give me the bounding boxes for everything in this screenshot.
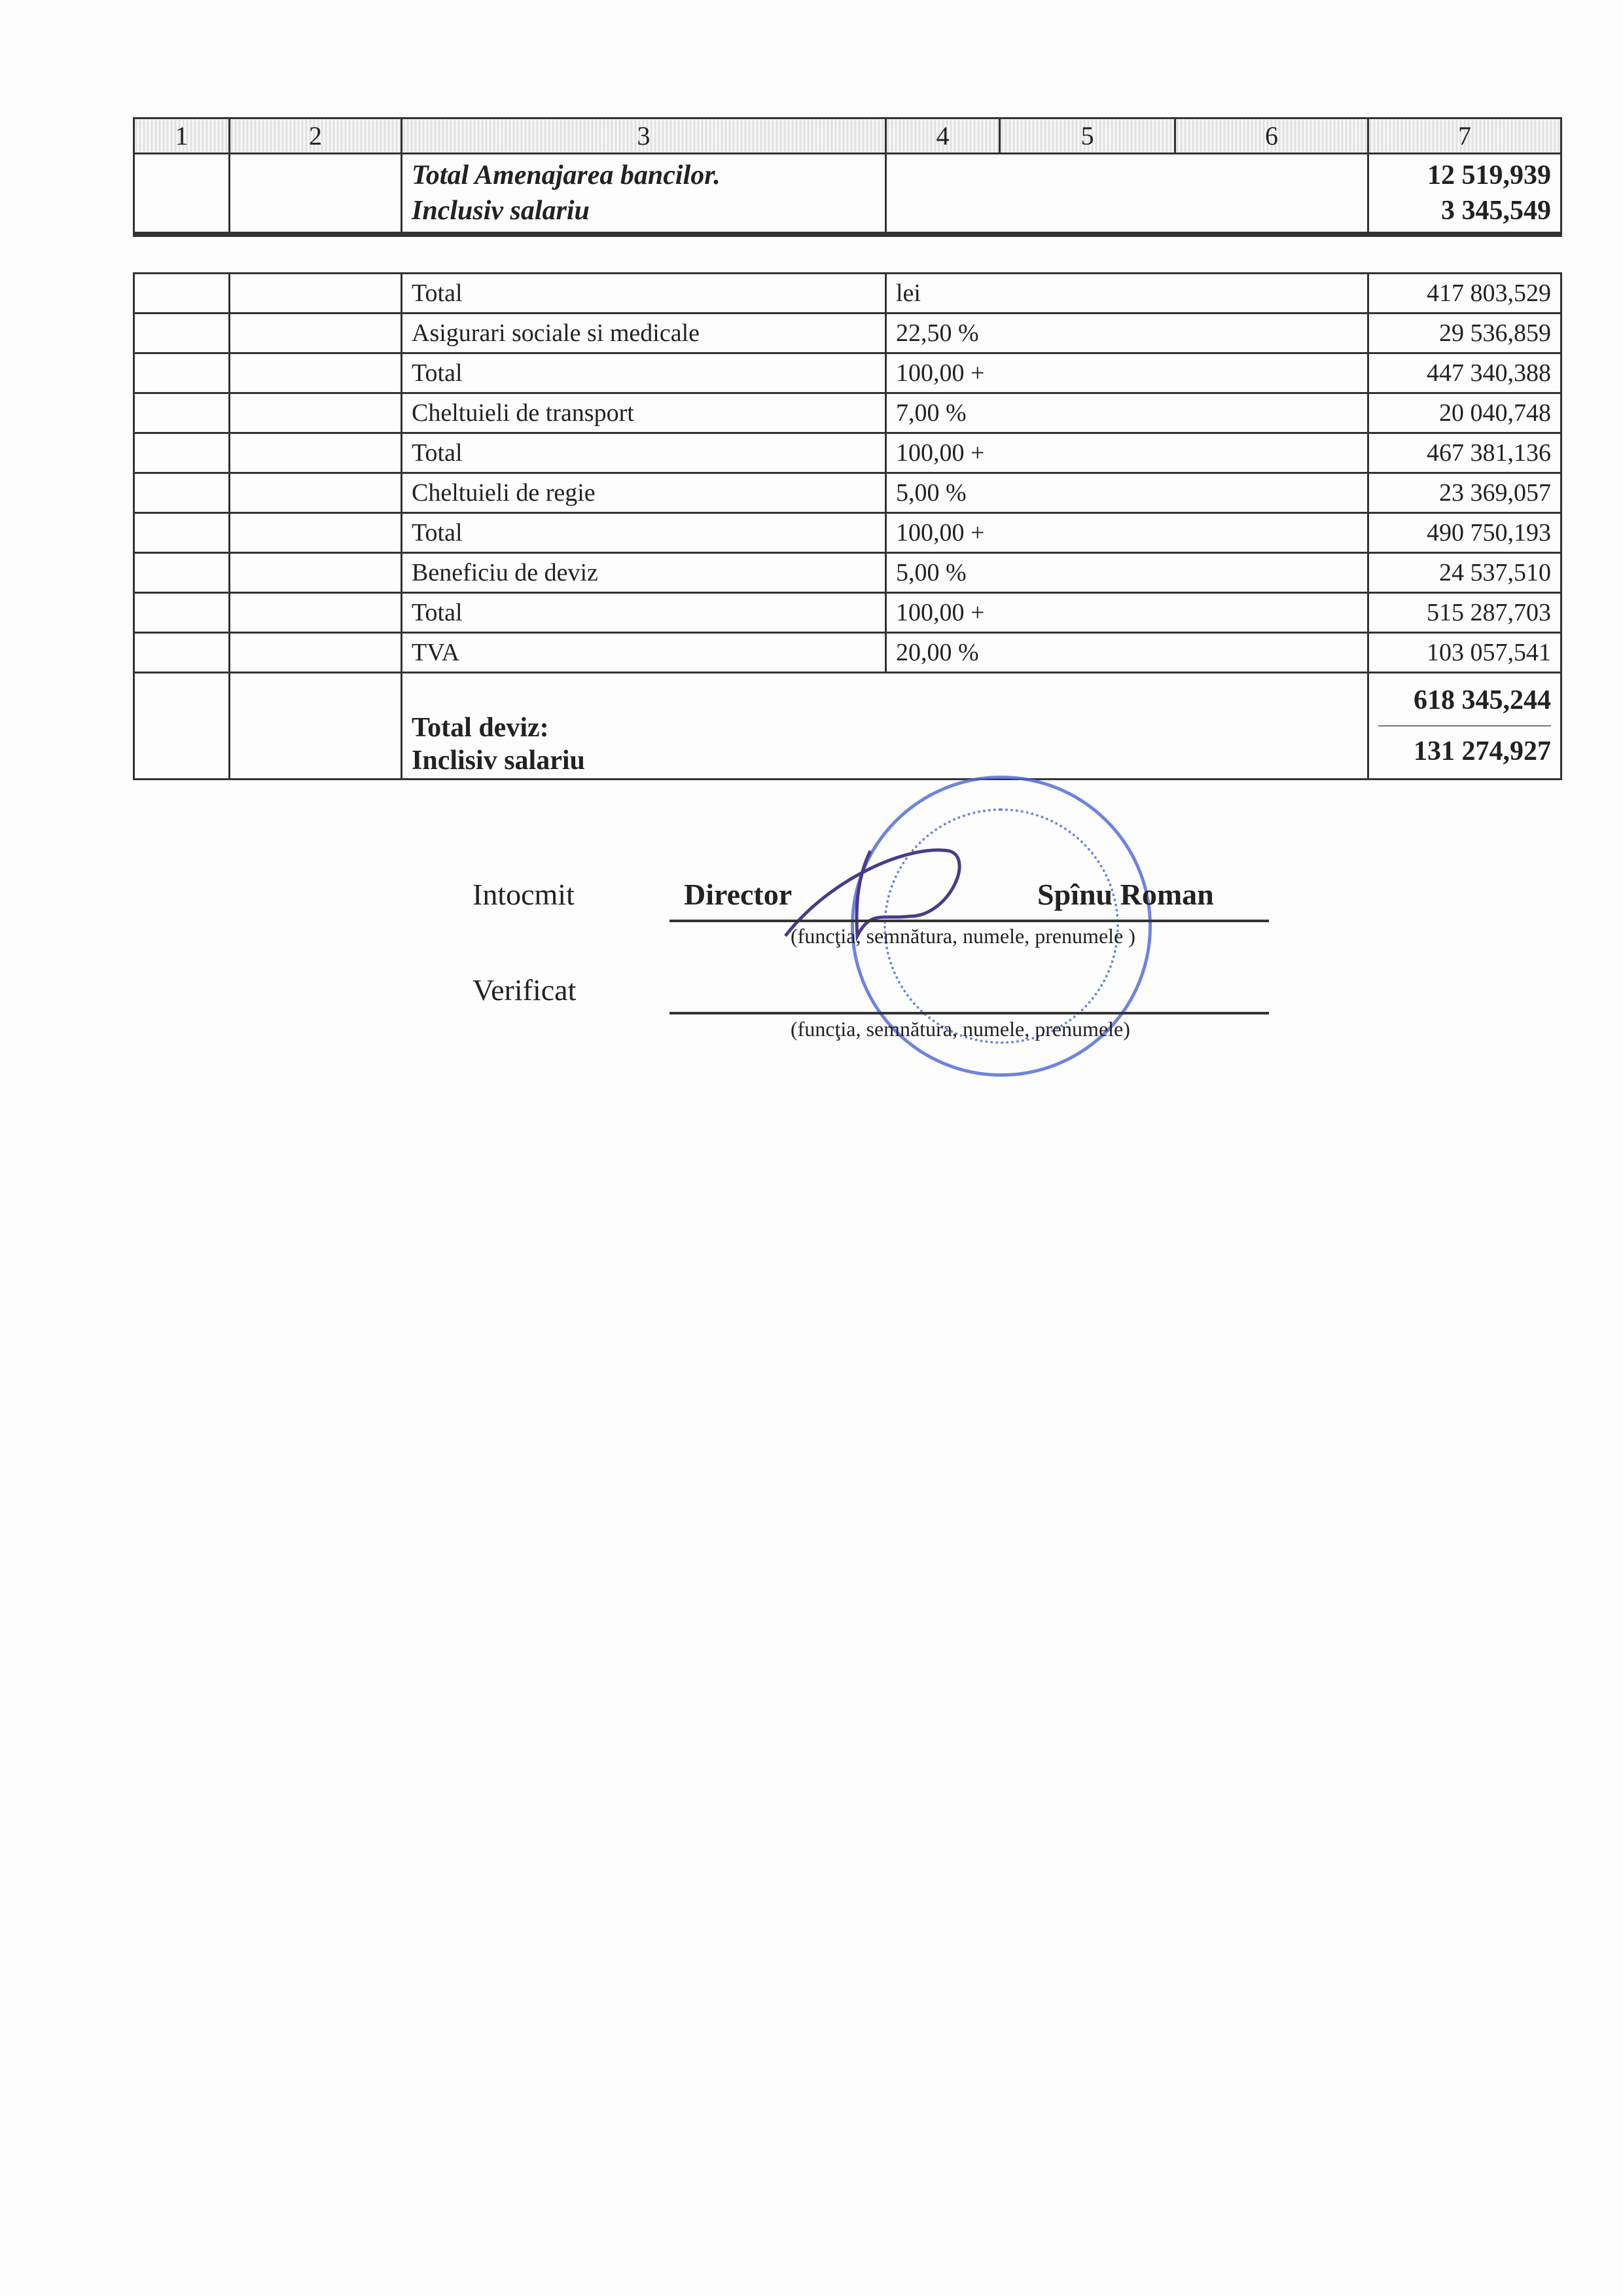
prepared-label: Intocmit [473, 878, 575, 911]
row-label: Total [402, 433, 886, 473]
summary-row [134, 593, 1561, 633]
row-rate: 22,50 % [886, 314, 1368, 353]
signature-caption: (funcţia, semnătura, numele, prenumele) [791, 1017, 1130, 1041]
row-label: Asigurari sociale si medicale [402, 314, 886, 353]
grand-total-label: Total deviz: Inclisiv salariu [402, 673, 1368, 780]
grand-total-row [134, 673, 1561, 780]
summary-row [134, 433, 1561, 473]
row-label: Total [402, 274, 886, 314]
row-label: Cheltuieli de regie [402, 473, 886, 513]
row-value: 24 537,510 [1368, 553, 1561, 593]
col-number: 2 [230, 118, 402, 154]
summary-row [134, 274, 1561, 314]
row-label: Total [402, 513, 886, 553]
col-number: 4 [886, 118, 1000, 154]
row-value: 467 381,136 [1368, 433, 1561, 473]
row-label: TVA [402, 633, 886, 673]
summary-table [133, 272, 1562, 780]
signature-line [669, 920, 1269, 922]
row-rate: 7,00 % [886, 393, 1368, 433]
row-label: Total [402, 353, 886, 393]
row-value: 23 369,057 [1368, 473, 1561, 513]
summary-row [134, 314, 1561, 353]
col-number: 1 [134, 118, 230, 154]
summary-row [134, 633, 1561, 673]
section-total-value: 12 519,939 3 345,549 [1368, 154, 1561, 235]
row-value: 490 750,193 [1368, 513, 1561, 553]
row-value: 417 803,529 [1368, 274, 1561, 314]
col-number: 6 [1175, 118, 1368, 154]
column-number-row [134, 118, 1561, 154]
summary-row [134, 353, 1561, 393]
signer-position: Director [684, 878, 793, 911]
signature-line [669, 1012, 1269, 1014]
row-rate: 5,00 % [886, 473, 1368, 513]
row-rate: lei [886, 274, 1368, 314]
row-value: 29 536,859 [1368, 314, 1561, 353]
row-rate: 100,00 + [886, 433, 1368, 473]
row-label: Beneficiu de deviz [402, 553, 886, 593]
section-total-table [133, 117, 1562, 237]
row-value: 20 040,748 [1368, 393, 1561, 433]
signer-name: Spînu Roman [1037, 878, 1214, 911]
row-label: Cheltuieli de transport [402, 393, 886, 433]
row-value: 447 340,388 [1368, 353, 1561, 393]
row-value: 515 287,703 [1368, 593, 1561, 633]
summary-row [134, 553, 1561, 593]
grand-total-value: 618 345,244 131 274,927 [1368, 673, 1561, 780]
row-rate: 5,00 % [886, 553, 1368, 593]
section-total-label: Total Amenajarea bancilor. Inclusiv salariu [402, 154, 886, 235]
row-rate: 100,00 + [886, 353, 1368, 393]
row-rate: 100,00 + [886, 513, 1368, 553]
signature-caption: (funcţia, semnătura, numele, prenumele ) [791, 924, 1135, 948]
summary-row [134, 393, 1561, 433]
row-rate: 100,00 + [886, 593, 1368, 633]
checked-label: Verificat [473, 973, 577, 1007]
summary-row [134, 513, 1561, 553]
row-value: 103 057,541 [1368, 633, 1561, 673]
row-rate: 20,00 % [886, 633, 1368, 673]
col-number: 7 [1368, 118, 1561, 154]
col-number: 5 [1000, 118, 1175, 154]
summary-row [134, 473, 1561, 513]
row-label: Total [402, 593, 886, 633]
section-total-row [134, 154, 1561, 235]
col-number: 3 [402, 118, 886, 154]
